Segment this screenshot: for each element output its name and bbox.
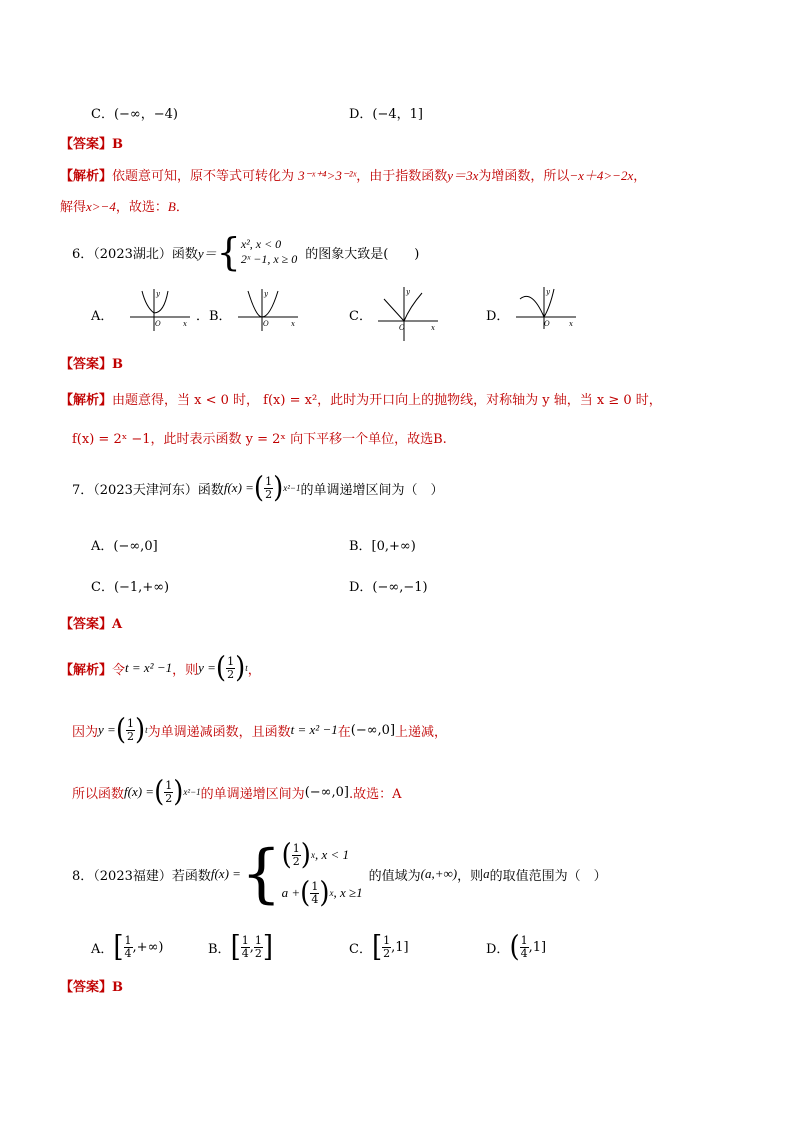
q6-graph-d-y: y — [546, 288, 550, 296]
q7-stem: 7．（2023天津河东）函数 f(x) = ( $\frac{1}{2}$ ) x²−1 的单调递增区间为（ ） — [72, 471, 444, 505]
q8-answer: 【答案】B — [60, 980, 124, 995]
q7-answer: 【答案】A — [60, 617, 123, 632]
q8-option-d: D． ( $\frac{1}{4}$ ,1] — [486, 930, 547, 964]
q6-graph-c — [376, 285, 440, 343]
q7-option-a: A．(−∞,0] — [91, 539, 158, 554]
q6-graph-a-y: y — [156, 290, 160, 298]
q6-graph-c-o: O — [399, 324, 405, 332]
q6-graph-d-o: O — [544, 320, 550, 328]
q6-graph-a-o: O — [155, 320, 161, 328]
q6-answer: 【答案】B — [60, 357, 124, 372]
q7-analysis-line2: 因为 y = ( $\frac{1}{2}$ ) t 为单调递减函数，且函数 t = x² −1 在 (−∞,0] 上递减， — [72, 713, 448, 747]
q6-analysis-line2: f(x) = 2ˣ −1，此时表示函数 y = 2ˣ 向下平移一个单位，故选B. — [72, 432, 447, 447]
q6-stem: 6．（2023湖北）函数 y＝ { x², x < 0 2ˣ −1, x ≥ 0 的图象大致是( ) — [72, 230, 420, 274]
q5-option-c: C．(−∞，−4) — [91, 107, 178, 122]
q6-graph-c-y: y — [406, 288, 410, 296]
q5-answer — [60, 133, 123, 152]
q8-option-b: B． [ $\frac{1}{4}$ , $\frac{1}{2}$ ] — [208, 930, 274, 964]
q6-graph-b-x: x — [291, 320, 295, 328]
q6-graph-c-x: x — [431, 324, 435, 332]
q6-option-b-label: ．B． — [196, 309, 232, 324]
q5-option-d: D．(−4，1] — [349, 107, 424, 122]
q7-option-b: B．[0,+∞) — [349, 539, 416, 554]
answer-tag: 【答案】 — [60, 137, 113, 152]
q6-graph-b — [236, 287, 300, 333]
q7-analysis-line1: 【解析】 令 t = x² −1 ，则 y = ( $\frac{1}{2}$ ) t ， — [60, 651, 261, 685]
q7-option-c: C．(−1,+∞) — [91, 580, 170, 595]
q7-option-d: D．(−∞,−1) — [349, 580, 428, 595]
q6-graph-a — [128, 287, 192, 333]
answer-value: B — [112, 137, 124, 152]
q6-option-a-label: A． — [91, 309, 114, 324]
q5-analysis-line1: 【解析】依题意可知，原不等式可转化为 3⁻ˣ⁺⁴>3⁻²ˣ，由于指数函数y＝3x为增函数，所以−x＋4>−2x， — [60, 168, 647, 184]
q8-option-c: C． [ $\frac{1}{2}$ ,1] — [349, 930, 409, 964]
q7-analysis-line3: 所以函数 f(x) = ( $\frac{1}{2}$ ) x²−1 的单调递增区间为 (−∞,0] .故选：A — [72, 775, 402, 809]
q8-stem: 8．（2023福建）若函数 f(x) = { ( $\frac{1}{2}$ ) x , x < 1 a + ( $\frac{1}{4}$ ) x , x ≥1 的值域为 (a,+∞) ，则 a 的取值范围为（ ） — [72, 837, 607, 911]
q8-option-a: A． [ $\frac{1}{4}$ ,+∞) — [91, 930, 164, 964]
q5-analysis-line2: 解得x>−4，故选：B． — [60, 199, 189, 215]
q6-analysis-line1: 【解析】由题意得，当 x < 0 时， f(x) = x²，此时为开口向上的抛物线，对称轴为 y 轴，当 x ≥ 0 时， — [60, 393, 662, 408]
q6-graph-b-o: O — [263, 320, 269, 328]
q6-option-c-label: C． — [349, 309, 372, 324]
q6-graph-d — [514, 285, 578, 331]
q6-graph-a-x: x — [183, 320, 187, 328]
q6-graph-b-y: y — [264, 290, 268, 298]
q6-graph-d-x: x — [569, 320, 573, 328]
q6-option-d-label: D． — [486, 309, 510, 324]
